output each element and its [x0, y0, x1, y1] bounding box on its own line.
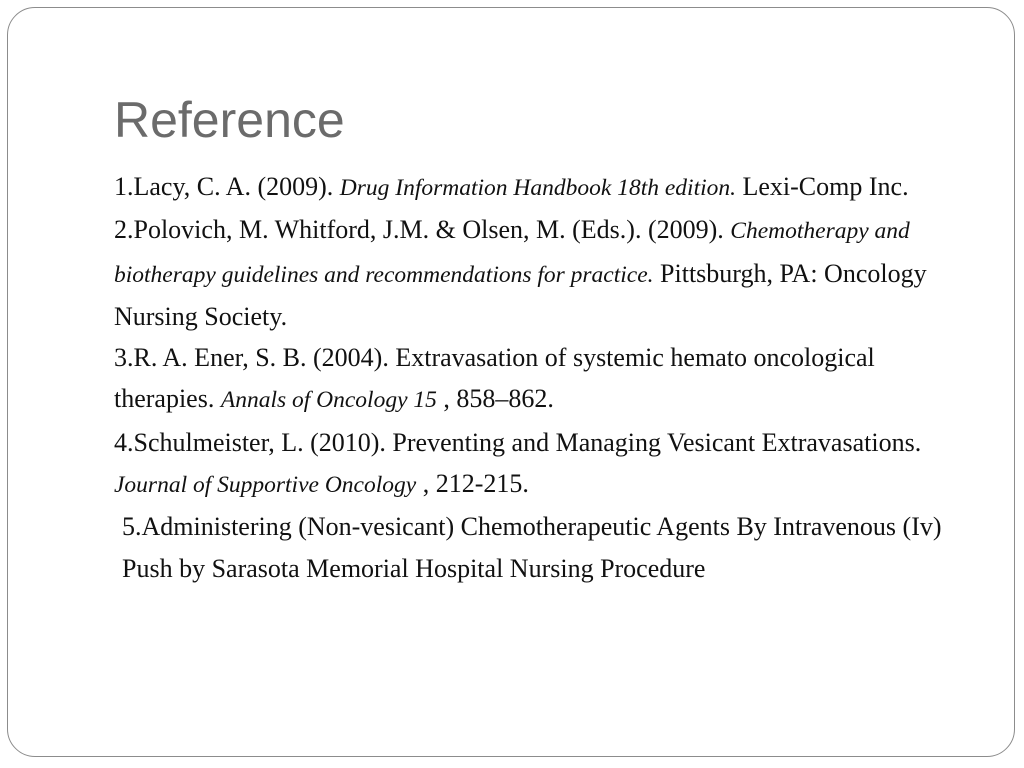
reference-item-5	[114, 506, 944, 589]
reference-journal: Annals of Oncology 15	[220, 387, 437, 414]
reference-source: Lexi-Comp Inc.	[736, 172, 909, 201]
reference-item-2	[114, 209, 944, 337]
reference-number: 3.	[114, 343, 134, 373]
reference-pages: , 858–862.	[436, 384, 554, 414]
reference-text: Lacy, C. A. (2009).	[133, 172, 340, 201]
slide-title: Reference	[114, 92, 345, 148]
reference-title: Drug Information Handbook 18th edition.	[339, 175, 736, 201]
reference-item-3	[114, 337, 944, 422]
reference-number: 2.	[114, 215, 134, 245]
reference-item-4	[114, 422, 944, 507]
reference-number: 1.	[114, 172, 134, 201]
slide	[7, 7, 1015, 757]
reference-number: 4.	[114, 427, 134, 457]
reference-text: Polovich, M. Whitford, J.M. & Olsen, M. (Eds.). (2009).	[133, 215, 731, 245]
reference-pages: , 212-215.	[416, 469, 529, 499]
reference-source: Pittsburgh, PA: Oncology Nursing Society.	[114, 258, 927, 331]
reference-list	[114, 166, 944, 589]
reference-journal: Journal of Supportive Oncology	[114, 472, 417, 499]
reference-number: 5.	[122, 512, 142, 542]
reference-item-1	[114, 166, 944, 209]
reference-text: Administering (Non-vesicant) Chemotherapeutic Agents By Intravenous (Iv) Push by Sarasota Memorial Hospital Nursing Procedure	[122, 512, 942, 583]
reference-text: R. A. Ener, S. B. (2004). Extravasation of systemic hemato oncological therapies.	[114, 343, 875, 414]
reference-text: Schulmeister, L. (2010). Preventing and Managing Vesicant Extravasations.	[133, 427, 922, 457]
reference-title: Chemotherapy and biotherapy guidelines and recommendations for practice.	[114, 218, 910, 288]
